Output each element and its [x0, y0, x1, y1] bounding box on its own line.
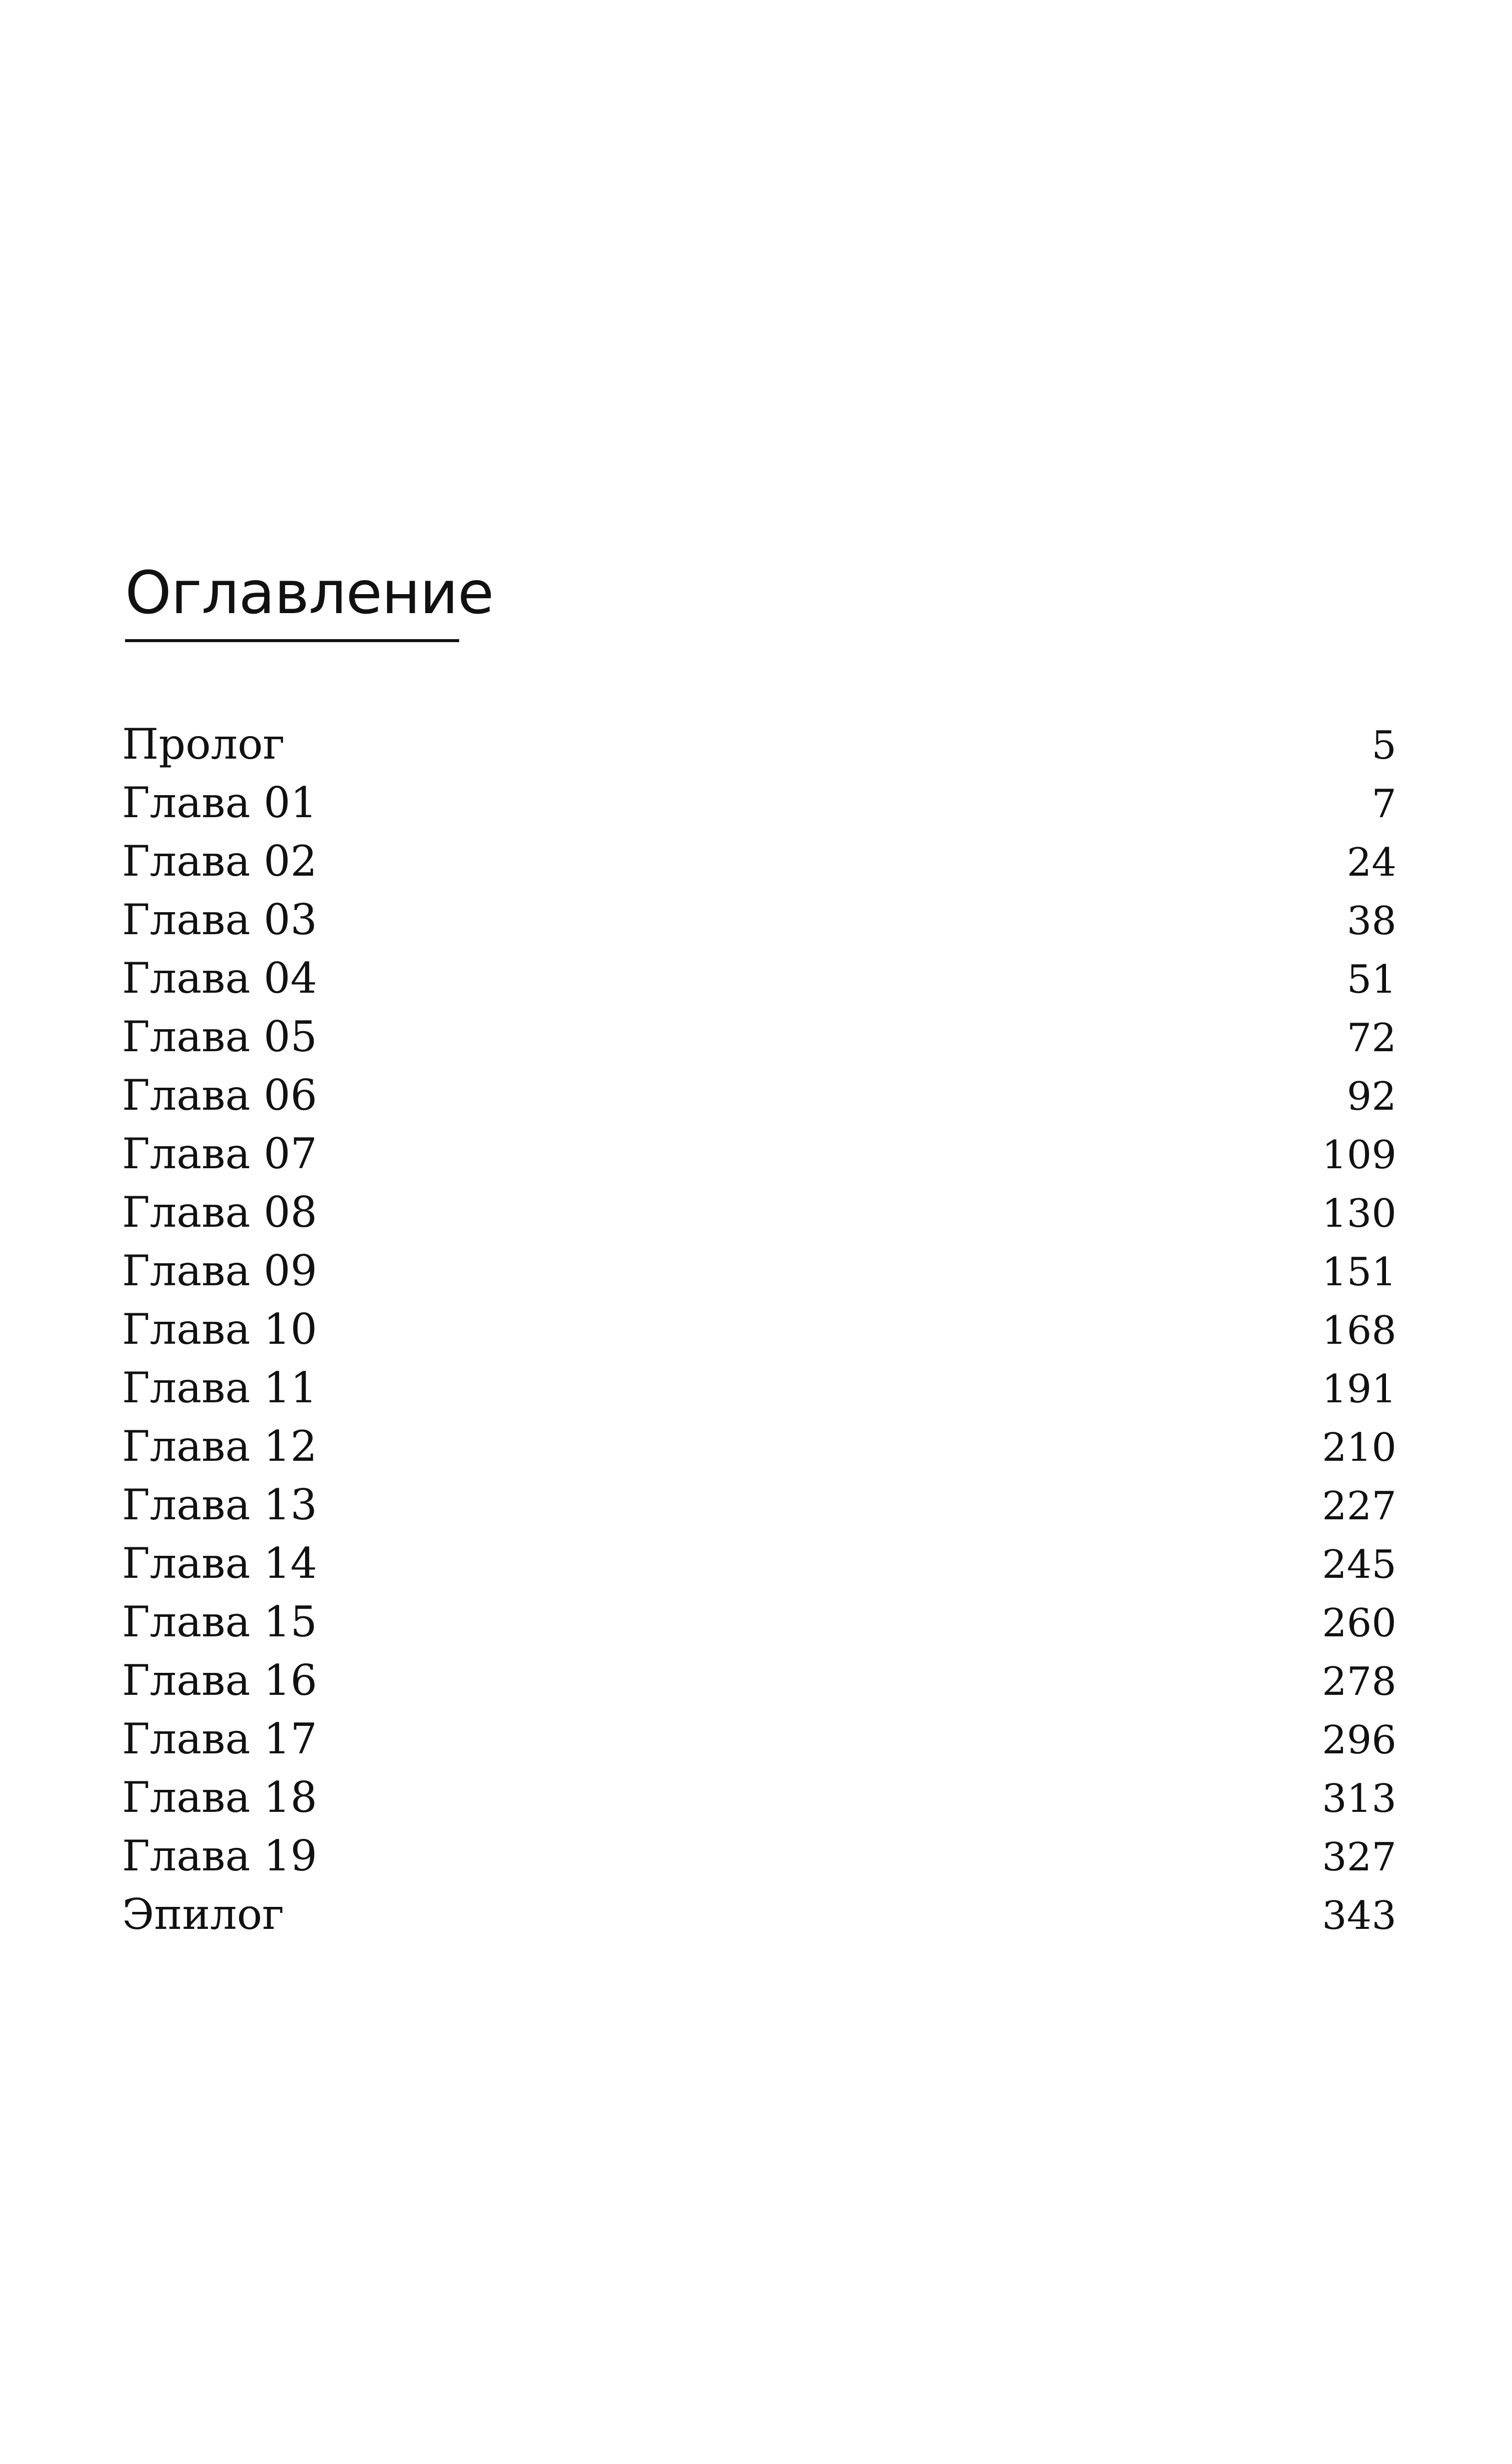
toc-entry-page: 191 — [1322, 1367, 1396, 1412]
toc-heading: Оглавление — [125, 558, 494, 627]
toc-entry-title: Глава 15 — [122, 1597, 318, 1646]
toc-entry-chapter-11[interactable] — [122, 1359, 1396, 1417]
toc-entry-title: Глава 01 — [122, 778, 318, 827]
toc-entry-title: Глава 14 — [122, 1539, 318, 1588]
toc-entry-page: 72 — [1346, 1016, 1396, 1061]
toc-entry-chapter-02[interactable] — [122, 832, 1396, 891]
toc-entry-page: 38 — [1346, 899, 1396, 944]
toc-entry-title: Глава 03 — [122, 895, 318, 944]
toc-entry-page: 327 — [1322, 1835, 1396, 1880]
toc-entry-title: Глава 02 — [122, 837, 318, 886]
toc-entry-chapter-19[interactable] — [122, 1827, 1396, 1885]
toc-entry-page: 151 — [1322, 1250, 1396, 1295]
toc-entry-page: 343 — [1322, 1893, 1396, 1938]
toc-entry-prologue[interactable] — [122, 715, 1396, 774]
toc-entry-title: Глава 07 — [122, 1129, 318, 1178]
toc-entry-chapter-01[interactable] — [122, 774, 1396, 832]
toc-entry-page: 278 — [1322, 1659, 1396, 1704]
toc-entry-chapter-15[interactable] — [122, 1593, 1396, 1651]
toc-entry-title: Глава 10 — [122, 1305, 318, 1354]
toc-entry-title: Глава 06 — [122, 1071, 318, 1120]
heading-underline — [125, 639, 459, 642]
toc-entry-chapter-04[interactable] — [122, 949, 1396, 1008]
toc-entry-chapter-08[interactable] — [122, 1183, 1396, 1242]
toc-entry-page: 313 — [1322, 1776, 1396, 1821]
toc-entry-title: Глава 19 — [122, 1831, 318, 1880]
toc-entry-chapter-07[interactable] — [122, 1125, 1396, 1183]
toc-entry-chapter-18[interactable] — [122, 1768, 1396, 1827]
toc-entry-title: Глава 12 — [122, 1422, 318, 1471]
toc-entry-page: 227 — [1322, 1484, 1396, 1529]
toc-entry-page: 130 — [1322, 1191, 1396, 1236]
toc-entry-title: Глава 08 — [122, 1188, 318, 1237]
toc-entry-chapter-03[interactable] — [122, 891, 1396, 949]
toc-entry-title: Глава 13 — [122, 1480, 318, 1529]
toc-entry-chapter-17[interactable] — [122, 1710, 1396, 1768]
toc-entry-chapter-10[interactable] — [122, 1300, 1396, 1359]
toc-entry-title: Пролог — [122, 720, 285, 769]
toc-entry-page: 260 — [1322, 1601, 1396, 1646]
toc-entry-title: Глава 04 — [122, 954, 318, 1003]
toc-entry-page: 168 — [1322, 1308, 1396, 1353]
toc-entry-chapter-14[interactable] — [122, 1534, 1396, 1593]
toc-entry-chapter-09[interactable] — [122, 1242, 1396, 1300]
toc-list — [122, 715, 1396, 1944]
toc-entry-title: Глава 16 — [122, 1656, 318, 1705]
toc-entry-page: 92 — [1346, 1074, 1396, 1119]
toc-entry-title: Эпилог — [122, 1890, 285, 1939]
toc-entry-chapter-16[interactable] — [122, 1651, 1396, 1710]
toc-entry-chapter-06[interactable] — [122, 1066, 1396, 1125]
toc-entry-title: Глава 17 — [122, 1714, 318, 1763]
toc-entry-epilogue[interactable] — [122, 1885, 1396, 1944]
toc-entry-page: 296 — [1322, 1718, 1396, 1763]
toc-entry-page: 24 — [1346, 840, 1396, 885]
toc-entry-title: Глава 18 — [122, 1773, 318, 1822]
toc-entry-title: Глава 05 — [122, 1012, 318, 1061]
toc-entry-chapter-13[interactable] — [122, 1476, 1396, 1534]
toc-entry-chapter-05[interactable] — [122, 1008, 1396, 1066]
toc-entry-page: 245 — [1322, 1542, 1396, 1587]
toc-entry-page: 51 — [1346, 957, 1396, 1002]
toc-entry-page: 5 — [1371, 723, 1396, 768]
toc-entry-title: Глава 11 — [122, 1363, 318, 1412]
toc-entry-page: 210 — [1322, 1425, 1396, 1470]
toc-entry-page: 7 — [1371, 782, 1396, 827]
toc-entry-page: 109 — [1322, 1133, 1396, 1178]
toc-entry-chapter-12[interactable] — [122, 1417, 1396, 1476]
toc-entry-title: Глава 09 — [122, 1246, 318, 1295]
